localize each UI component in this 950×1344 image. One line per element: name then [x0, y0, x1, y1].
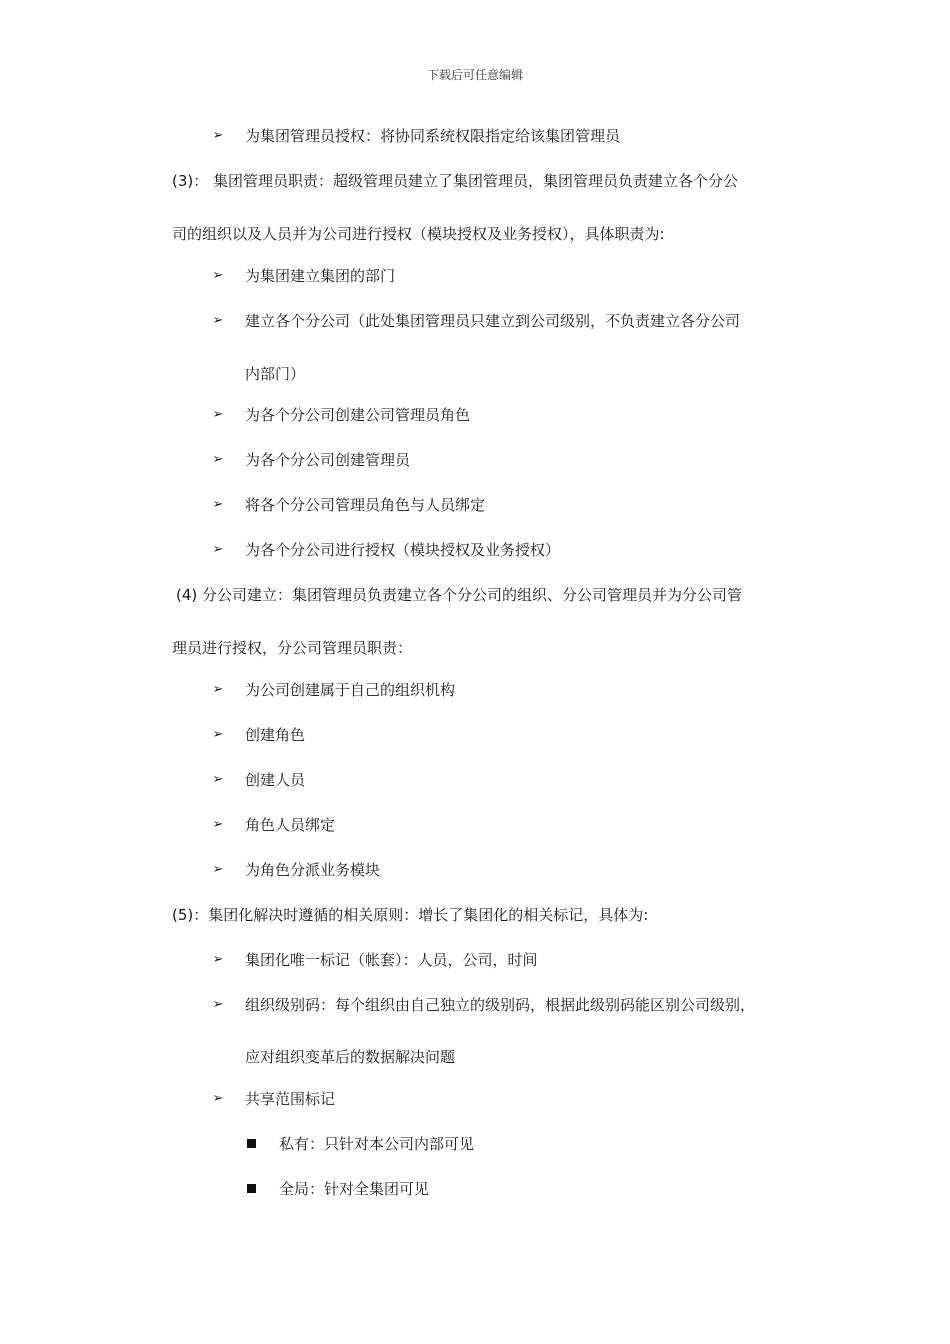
list-item: 将各个分公司管理员角色与人员绑定	[245, 496, 486, 514]
paragraph-text: 理员进行授权，分公司管理员职责：	[172, 639, 413, 657]
arrow-bullet-icon: ➢	[212, 452, 224, 467]
list-item: 为公司创建属于自己的组织机构	[245, 681, 456, 699]
list-item-continuation: 内部门）	[245, 365, 306, 383]
list-item: 为角色分派业务模块	[245, 861, 381, 879]
list-item: 为各个分公司进行授权（模块授权及业务授权）	[245, 541, 561, 559]
list-item: 创建角色	[245, 726, 306, 744]
list-item: 为集团管理员授权：将协同系统权限指定给该集团管理员	[245, 127, 621, 145]
arrow-bullet-icon: ➢	[212, 682, 224, 697]
arrow-bullet-icon: ➢	[212, 1091, 224, 1106]
list-item: 创建人员	[245, 771, 306, 789]
arrow-bullet-icon: ➢	[212, 817, 224, 832]
square-bullet-icon	[247, 1139, 256, 1148]
arrow-bullet-icon: ➢	[212, 497, 224, 512]
arrow-bullet-icon: ➢	[212, 268, 224, 283]
paragraph-text: (4) 分公司建立：集团管理员负责建立各个分公司的组织、分公司管理员并为分公司管	[176, 586, 743, 604]
arrow-bullet-icon: ➢	[212, 407, 224, 422]
list-item: 共享范围标记	[245, 1090, 336, 1108]
list-item-continuation: 应对组织变革后的数据解决问题	[245, 1048, 456, 1066]
arrow-bullet-icon: ➢	[212, 772, 224, 787]
list-item: 为集团建立集团的部门	[245, 267, 396, 285]
arrow-bullet-icon: ➢	[212, 542, 224, 557]
square-bullet-icon	[247, 1184, 256, 1193]
list-item: 组织级别码：每个组织由自己独立的级别码，根据此级别码能区别公司级别，	[245, 996, 756, 1014]
list-item: 建立各个分公司（此处集团管理员只建立到公司级别，不负责建立各分公司	[245, 312, 741, 330]
list-item: 集团化唯一标记（帐套）：人员，公司，时间	[245, 951, 538, 969]
arrow-bullet-icon: ➢	[212, 997, 224, 1012]
list-item: 角色人员绑定	[245, 816, 336, 834]
list-item: 为各个分公司创建管理员	[245, 451, 411, 469]
sub-list-item: 全局：针对全集团可见	[279, 1180, 430, 1198]
arrow-bullet-icon: ➢	[212, 862, 224, 877]
sub-list-item: 私有：只针对本公司内部可见	[279, 1135, 475, 1153]
paragraph-text: (5)：集团化解决时遵循的相关原则：增长了集团化的相关标记，具体为:	[172, 906, 649, 924]
paragraph-text: 司的组织以及人员并为公司进行授权（模块授权及业务授权），具体职责为:	[172, 225, 665, 243]
arrow-bullet-icon: ➢	[212, 727, 224, 742]
arrow-bullet-icon: ➢	[212, 313, 224, 328]
arrow-bullet-icon: ➢	[212, 952, 224, 967]
page-header: 下载后可任意编辑	[426, 68, 523, 82]
list-item: 为各个分公司创建公司管理员角色	[245, 406, 471, 424]
arrow-bullet-icon: ➢	[212, 128, 224, 143]
paragraph-text: (3)： 集团管理员职责：超级管理员建立了集团管理员，集团管理员负责建立各个分公	[172, 172, 739, 190]
